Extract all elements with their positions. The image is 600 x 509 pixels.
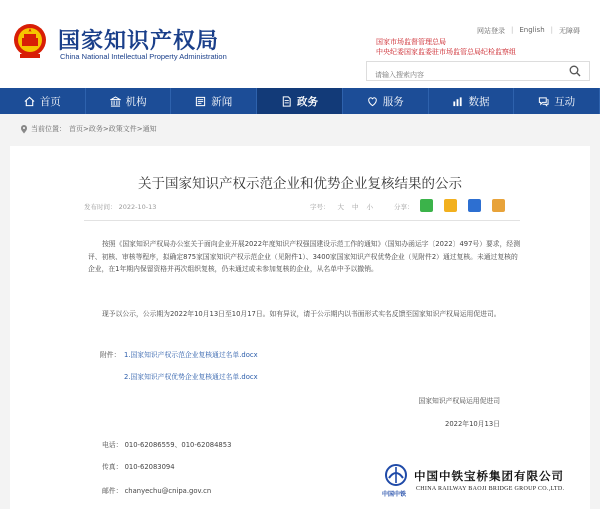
main-nav xyxy=(0,88,600,114)
share-label: 分享： xyxy=(394,203,414,211)
font-size-small[interactable]: 小 xyxy=(366,203,373,211)
nav-item-institution[interactable] xyxy=(86,88,172,114)
login-link[interactable]: 网站登录 xyxy=(477,27,505,35)
divider xyxy=(84,220,520,221)
news-icon xyxy=(195,96,206,107)
email-label: 邮件： xyxy=(102,487,123,495)
email-value[interactable]: chanyechu@cnipa.gov.cn xyxy=(124,487,212,495)
font-size-medium[interactable]: 中 xyxy=(352,203,359,211)
attachment-link-1[interactable]: 1.国家知识产权示范企业复核通过名单.docx xyxy=(124,351,258,359)
agency-links xyxy=(376,37,516,57)
site-subtitle: China National Intellectual Property Administration xyxy=(60,52,227,61)
signature: 国家知识产权局运用促进司 xyxy=(418,397,500,405)
nav-item-news[interactable] xyxy=(171,88,257,114)
font-size-large[interactable]: 大 xyxy=(337,203,344,211)
font-size-label: 字号： xyxy=(310,203,330,211)
phone-value: 010-62086559、010-62084853 xyxy=(124,441,232,449)
company-logo-icon xyxy=(382,464,410,488)
publish-date: 2022-10-13 xyxy=(118,203,157,211)
fax-label: 传真： xyxy=(102,463,123,471)
company-watermark xyxy=(382,464,600,509)
nav-label: 互动 xyxy=(554,95,576,108)
share-icons xyxy=(420,199,505,212)
agency-link-discipline[interactable]: 中央纪委国家监委驻市场监管总局纪检监察组 xyxy=(376,48,516,56)
article-title: 关于国家知识产权示范企业和优势企业复核结果的公示 xyxy=(138,176,462,192)
service-icon xyxy=(367,96,378,107)
fax-value: 010-62083094 xyxy=(124,463,175,471)
attachment-link-2[interactable]: 2.国家知识产权优势企业复核通过名单.docx xyxy=(124,373,258,381)
email-line xyxy=(102,485,211,495)
paragraph-2: 现予以公示，公示期为2022年10月13日至10月17日。如有异议，请于公示期内以书面形式实名反馈至国家知识产权局运用促进司。 xyxy=(102,310,501,318)
document-icon xyxy=(281,96,292,107)
weibo-icon[interactable] xyxy=(492,199,505,212)
publish-info xyxy=(84,202,156,211)
company-name: 中国中铁宝桥集团有限公司 xyxy=(414,469,564,483)
institution-icon xyxy=(110,96,121,107)
accessibility-link[interactable]: 无障碍 xyxy=(559,27,580,35)
nav-item-data[interactable] xyxy=(429,88,515,114)
company-name-en: CHINA RAILWAY BAOJI BRIDGE GROUP CO.,LTD. xyxy=(416,486,565,492)
nav-label: 政务 xyxy=(297,95,319,108)
national-emblem-icon xyxy=(12,22,48,60)
company-logo-text: 中国中铁 xyxy=(382,491,407,498)
nav-item-interact[interactable] xyxy=(514,88,600,114)
nav-item-service[interactable] xyxy=(343,88,429,114)
paragraph-1: 按照《国家知识产权局办公室关于面向企业开展2022年度知识产权强国建设示范工作的通知》（国知办函运字〔2022〕497号）要求，经测评、初核、审核等程序，拟确定875家国家知识产权示范企业（见附件1）、3400家国家知识产权优势企业（见附件2）通过复核。未通过复核的企业，在1年期内保留资格并再次组织复核，仍未通过或未参加复核的企业，从名单中予以撤销。 xyxy=(88,240,520,273)
location-pin-icon xyxy=(20,125,28,134)
article-panel xyxy=(10,146,590,509)
qzone-icon[interactable] xyxy=(444,199,457,212)
sign-date: 2022年10月13日 xyxy=(445,420,500,428)
phone-line xyxy=(102,439,231,449)
site-title[interactable]: 国家知识产权局 xyxy=(58,29,220,54)
data-icon xyxy=(452,96,463,107)
nav-label: 机构 xyxy=(125,95,147,108)
nav-label: 数据 xyxy=(468,95,490,108)
wechat-icon[interactable] xyxy=(420,199,433,212)
search-box xyxy=(366,61,590,81)
nav-item-affairs[interactable] xyxy=(257,88,343,114)
breadcrumb-path[interactable]: 首页>政务>政策文件>通知 xyxy=(69,125,157,133)
attachment-label: 附件： xyxy=(100,351,121,359)
font-size-control xyxy=(310,202,373,211)
top-links xyxy=(477,26,580,36)
breadcrumb-prefix: 当前位置： xyxy=(31,125,66,133)
phone-label: 电话： xyxy=(102,441,123,449)
fax-line xyxy=(102,461,175,471)
nav-label: 新闻 xyxy=(211,95,233,108)
site-header xyxy=(0,0,600,88)
search-input[interactable] xyxy=(367,66,557,84)
search-icon[interactable] xyxy=(569,65,581,77)
qq-icon[interactable] xyxy=(468,199,481,212)
nav-item-home[interactable] xyxy=(0,88,86,114)
link-separator: | xyxy=(511,26,514,34)
publish-label: 发布时间： xyxy=(84,203,117,211)
agency-link-samr[interactable]: 国家市场监督管理总局 xyxy=(376,38,446,46)
nav-label: 服务 xyxy=(382,95,404,108)
home-icon xyxy=(24,96,35,107)
english-link[interactable]: English xyxy=(519,26,545,34)
interact-icon xyxy=(538,96,549,107)
nav-label: 首页 xyxy=(39,95,61,108)
breadcrumb xyxy=(20,124,157,134)
link-separator: | xyxy=(550,26,553,34)
